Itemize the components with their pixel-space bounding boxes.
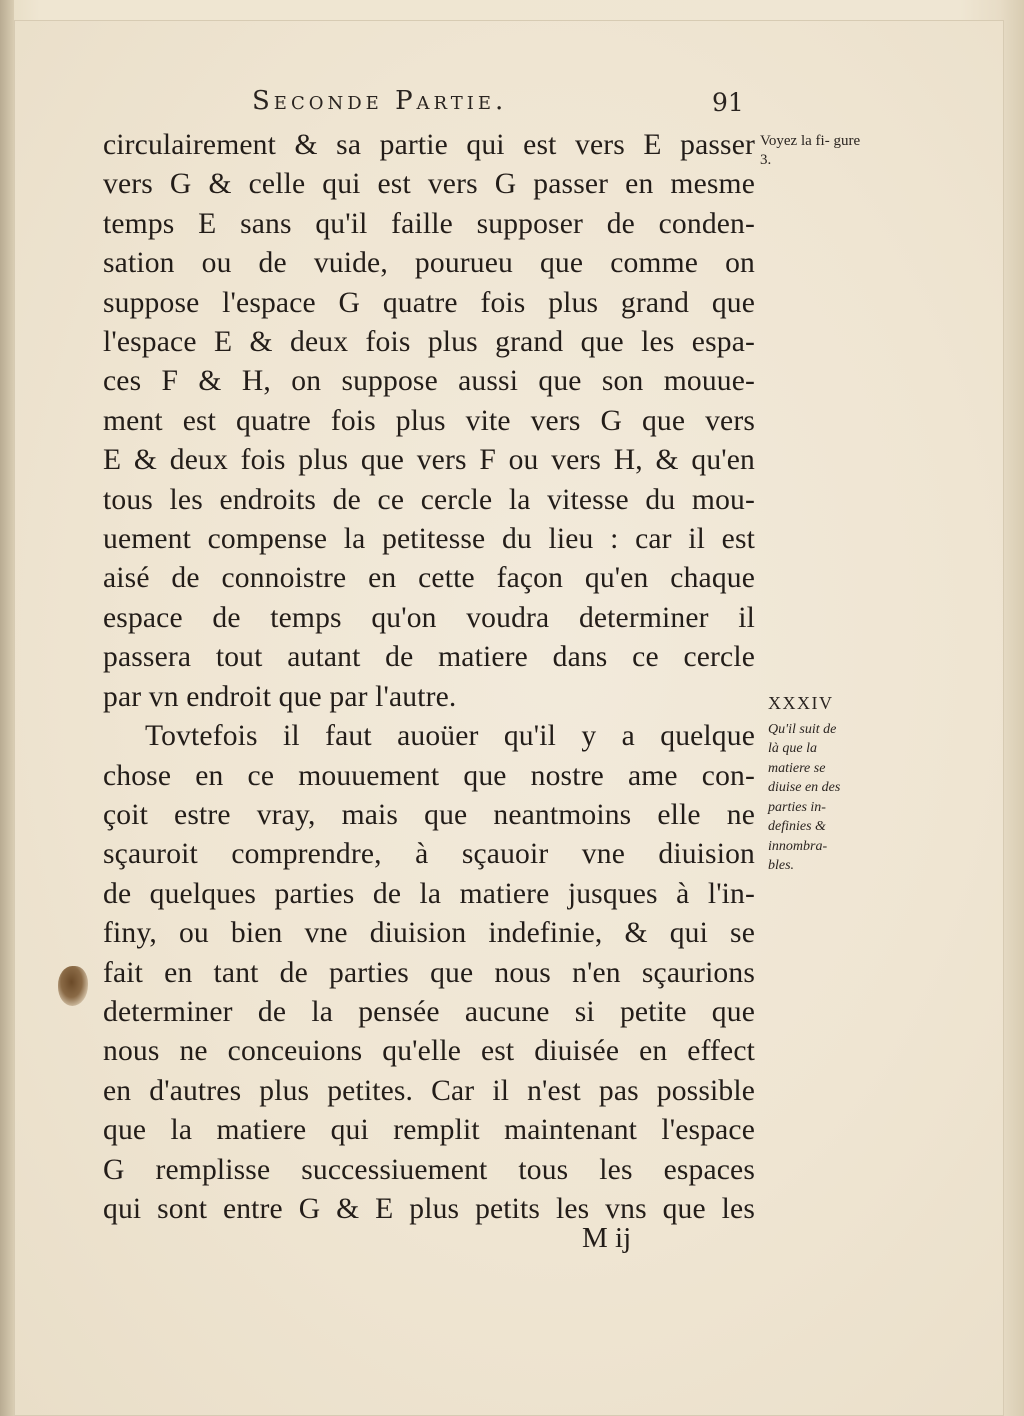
marginal-line: matiere se [768, 760, 826, 776]
text-line: fait en tant de parties que nous n'en sçaurions [103, 956, 755, 989]
signature-mark: M ij [582, 1222, 632, 1254]
text-line: qui sont entre G & E plus petits les vns que les [103, 1192, 755, 1225]
text-line: de quelques parties de la matiere jusques à l'in- [103, 877, 755, 910]
marginal-line: innombra- [768, 838, 828, 854]
marginal-line: definies & [768, 819, 826, 834]
text-line: G remplisse successiuement tous les espaces [103, 1153, 755, 1186]
text-line: que la matiere qui remplit maintenant l'espace [103, 1114, 755, 1147]
binding-edge [0, 0, 14, 1416]
text-line: circulairement & sa partie qui est vers E passer [103, 129, 755, 161]
marginal-line: Qu'il suit de [768, 721, 837, 737]
marginal-line: diuise en des [768, 780, 841, 795]
text-line: nous ne conceuions qu'elle est diuisée en effect [103, 1035, 755, 1068]
text-line: uement compense la petitesse du lieu : car il est [103, 523, 755, 556]
running-header: Seconde Partie. [252, 86, 508, 116]
marginal-line: bles. [768, 858, 795, 873]
text-line: tous les endroits de ce cercle la vitesse du mou- [103, 483, 755, 516]
text-line: espace de temps qu'on voudra determiner il [103, 601, 755, 634]
text-line: par vn endroit que par l'autre. [103, 680, 457, 713]
text-line: temps E sans qu'il faille supposer de conden- [103, 207, 755, 240]
text-line: passera tout autant de matiere dans ce cercle [103, 641, 755, 674]
marginal-line: parties in- [768, 799, 826, 815]
article-number: XXXIV [768, 693, 834, 713]
text-line: ces F & H, on suppose aussi que son mouue- [103, 365, 755, 398]
text-line: sçauroit comprendre, à sçauoir vne diuision [103, 838, 755, 871]
page-number: 91 [712, 88, 744, 117]
text-line: aisé de connoistre en cette façon qu'en chaque [103, 562, 755, 595]
text-line: çoit estre vray, mais que neantmoins elle ne [103, 798, 755, 831]
body-text [103, 126, 763, 1229]
text-line: E & deux fois plus que vers F ou vers H, & qu'en [103, 444, 755, 477]
text-line: finy, ou bien vne diuision indefinie, & qui se [103, 917, 755, 950]
text-line: ment est quatre fois plus vite vers G que vers [103, 404, 755, 437]
marginal-note-figure: Voyez la fi- gure 3. [760, 133, 861, 168]
text-line: chose en ce mouuement que nostre ame con- [103, 759, 755, 792]
marginal-note-article [768, 694, 878, 876]
text-line: determiner de la pensée aucune si petite que [103, 995, 755, 1028]
marginal-line: là que la [768, 741, 817, 756]
text-line: Tovtefois il faut auoüer qu'il y a quelque [145, 720, 755, 753]
text-line: l'espace E & deux fois plus grand que les espa- [103, 326, 755, 359]
text-line: sation ou de vuide, pourueu que comme on [103, 247, 755, 280]
text-line: vers G & celle qui est vers G passer en mesme [103, 168, 755, 201]
text-line: suppose l'espace G quatre fois plus grand que [103, 286, 755, 319]
text-line: en d'autres plus petites. Car il n'est pas possible [103, 1074, 755, 1107]
